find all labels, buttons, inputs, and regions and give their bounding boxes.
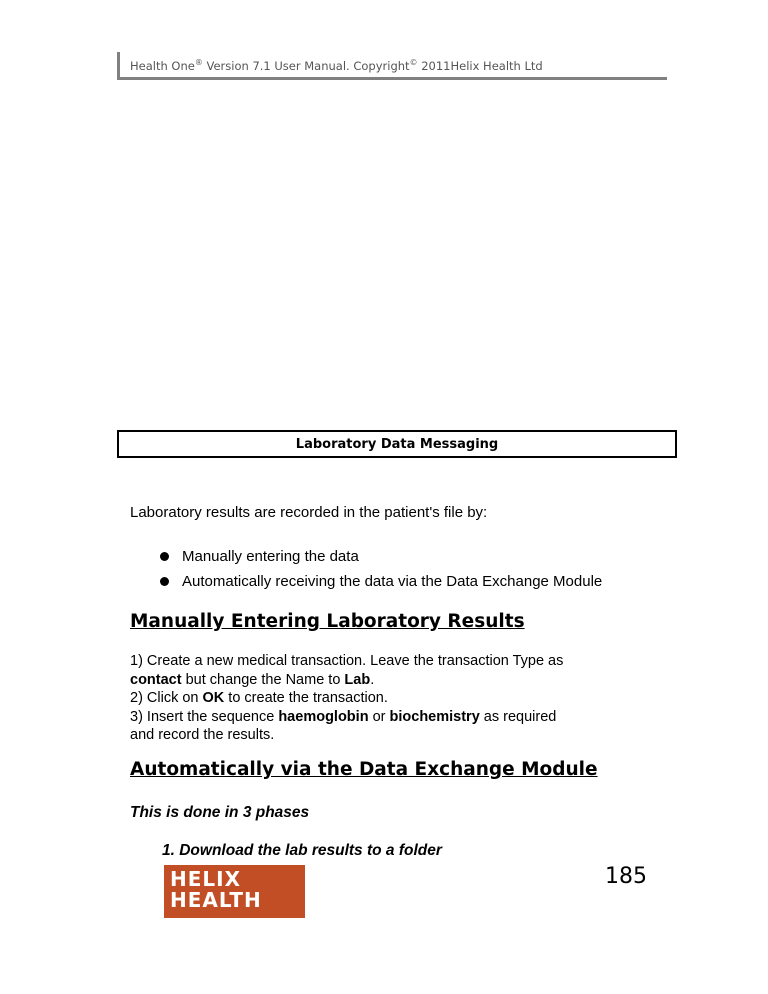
step-text: . [370,671,375,688]
phase-step-1: 1. Download the lab results to a folder [162,842,442,859]
step-text: 3) Insert the sequence [130,708,279,725]
step-text: or [368,708,390,725]
helix-health-logo [164,865,305,918]
intro-text: Laboratory results are recorded in the patient's file by: [130,504,488,521]
bullet-icon [160,577,169,586]
step-text: 2) Click on [130,690,203,706]
section-title: Laboratory Data Messaging [295,436,499,452]
header-company: 2011Helix Health Ltd [417,58,543,73]
step-text: as required [479,708,557,725]
heading-manual: Manually Entering Laboratory Results [130,611,525,632]
step-text: and record the results. [130,727,275,743]
heading-automatic: Automatically via the Data Exchange Module [130,759,598,780]
copyright-mark: © [409,58,418,67]
manual-steps [130,652,563,745]
header-product: Health One [130,58,195,73]
step-1-line-1 [130,652,563,671]
step-text: but change the Name to [181,671,345,688]
registered-mark: ® [194,58,203,67]
step-3-line-2 [130,726,563,745]
logo-line-1: HELIX [170,867,242,891]
bold-term: contact [130,671,182,688]
step-3-line-1 [130,708,563,727]
bold-term: Lab [344,671,371,688]
step-2 [130,689,563,708]
phases-text: This is done in 3 phases [130,804,310,821]
bold-term: haemoglobin [278,708,369,725]
bullet-icon [160,552,169,561]
step-text: 1) Create a new medical transaction. Leave the transaction Type as [130,653,564,669]
bold-term: biochemistry [389,708,480,725]
bullet-text: Manually entering the data [182,548,359,565]
step-text: to create the transaction. [224,690,388,706]
header-text [130,58,543,73]
bold-term: OK [202,690,225,706]
bullet-text: Automatically receiving the data via the Data Exchange Module [182,573,603,590]
step-1-line-2 [130,671,563,690]
header-version: Version 7.1 User Manual. Copyright [202,58,410,73]
list-item [160,544,602,569]
page-number: 185 [605,864,647,889]
logo-line-2: HEALTH [170,888,262,912]
bullet-list [160,544,602,594]
page-header [117,52,667,80]
list-item [160,569,602,594]
section-title-box [117,430,677,458]
